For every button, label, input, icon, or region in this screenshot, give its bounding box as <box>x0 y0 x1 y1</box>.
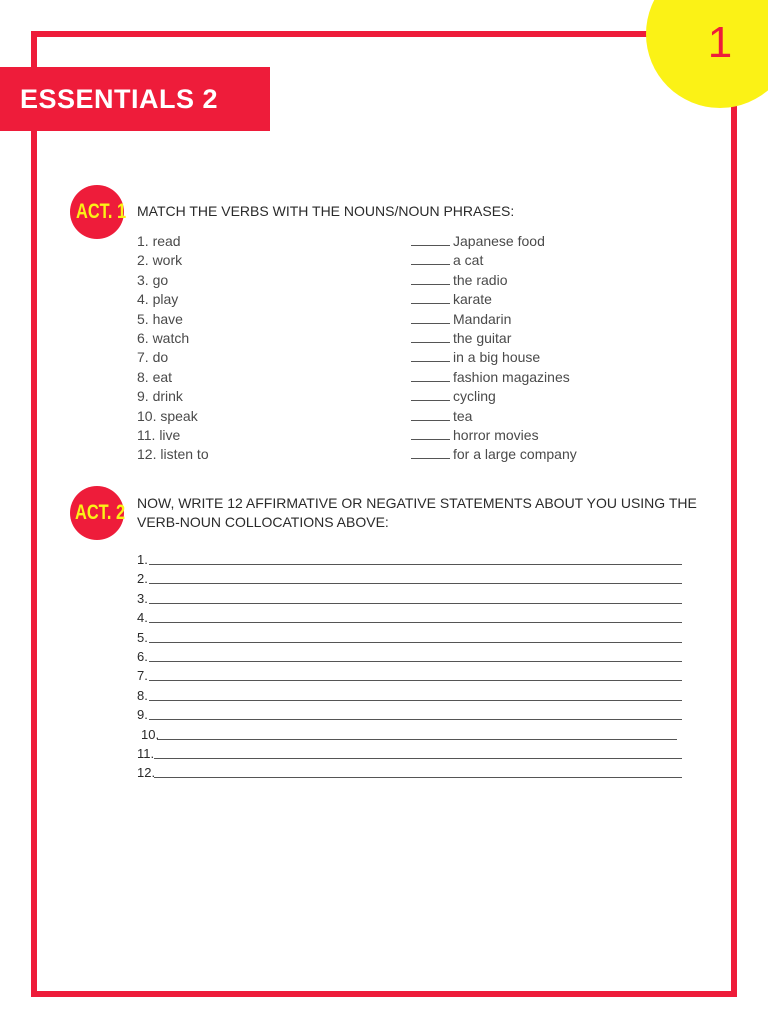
verb-item: 11. live <box>137 427 181 444</box>
noun-item[interactable] <box>411 290 577 309</box>
page-number: 1 <box>707 18 733 67</box>
statement-number: 10. <box>141 726 160 742</box>
noun-text: in a big house <box>453 349 541 366</box>
statement-line[interactable] <box>137 569 685 588</box>
answer-blank[interactable] <box>411 446 450 459</box>
writing-line[interactable] <box>149 700 682 701</box>
statement-number: 5. <box>137 629 148 645</box>
statement-line[interactable] <box>137 763 685 782</box>
noun-text: fashion magazines <box>453 368 570 385</box>
noun-text: a cat <box>453 252 484 269</box>
verb-item: 10. speak <box>137 407 198 424</box>
verb-item: 5. have <box>137 310 183 327</box>
statement-number: 1. <box>137 552 148 567</box>
statement-line[interactable] <box>137 686 685 705</box>
answer-blank[interactable] <box>411 252 450 265</box>
statement-number: 11. <box>137 745 155 761</box>
writing-line[interactable] <box>149 661 682 662</box>
statement-number: 4. <box>137 610 148 626</box>
verb-item: 1. read <box>137 233 181 249</box>
statement-number: 9. <box>137 707 148 723</box>
answer-blank[interactable] <box>411 311 450 324</box>
statement-line[interactable] <box>137 589 685 608</box>
verb-item: 7. do <box>137 349 169 366</box>
act1-instruction: MATCH THE VERBS WITH THE NOUNS/NOUN PHRASES: <box>137 203 515 219</box>
noun-item[interactable] <box>411 329 577 348</box>
act2-instruction-line1: NOW, WRITE 12 AFFIRMATIVE OR NEGATIVE STATEMENTS ABOUT YOU USING THE <box>137 495 697 511</box>
statement-line[interactable] <box>137 725 685 744</box>
verb-item: 3. go <box>137 271 169 288</box>
writing-line[interactable] <box>154 758 682 759</box>
noun-list <box>411 232 577 465</box>
verb-item: 2. work <box>137 252 183 269</box>
writing-line[interactable] <box>149 583 682 584</box>
answer-blank[interactable] <box>411 408 450 421</box>
act2-label: ACT. 2 <box>75 501 126 524</box>
answer-blank[interactable] <box>411 369 450 382</box>
noun-text: karate <box>453 291 492 308</box>
noun-item[interactable] <box>411 310 577 329</box>
writing-line[interactable] <box>154 777 682 778</box>
writing-line[interactable] <box>149 564 682 565</box>
statement-number: 12. <box>137 765 156 781</box>
statement-line[interactable] <box>137 647 685 666</box>
statement-line[interactable] <box>137 744 685 763</box>
statement-line[interactable] <box>137 608 685 627</box>
noun-text: horror movies <box>453 427 539 444</box>
noun-text: cycling <box>453 388 496 405</box>
answer-blank[interactable] <box>411 349 450 362</box>
noun-text: the radio <box>453 271 508 288</box>
noun-item[interactable] <box>411 368 577 387</box>
noun-text: the guitar <box>453 330 512 347</box>
writing-line[interactable] <box>149 603 682 604</box>
noun-item[interactable] <box>411 407 577 426</box>
writing-line[interactable] <box>149 642 682 643</box>
statement-number: 3. <box>137 590 148 606</box>
act1-label: ACT. 1 <box>76 200 127 223</box>
answer-blank[interactable] <box>411 330 450 343</box>
noun-text: Mandarin <box>453 310 512 327</box>
act2-instruction-line2: VERB-NOUN COLLOCATIONS ABOVE: <box>137 514 389 530</box>
noun-text: Japanese food <box>453 233 545 249</box>
statement-line[interactable] <box>137 628 685 647</box>
writing-line[interactable] <box>157 739 677 740</box>
answer-blank[interactable] <box>411 272 450 285</box>
writing-line[interactable] <box>149 719 682 720</box>
statement-number: 6. <box>137 648 148 664</box>
answer-blank[interactable] <box>411 233 450 246</box>
noun-text: tea <box>453 407 473 424</box>
answer-blank[interactable] <box>411 291 450 304</box>
noun-item[interactable] <box>411 232 577 251</box>
statement-line[interactable] <box>137 550 685 569</box>
statement-number: 8. <box>137 687 148 703</box>
noun-item[interactable] <box>411 426 577 445</box>
noun-item[interactable] <box>411 445 577 464</box>
verb-item: 8. eat <box>137 368 173 385</box>
statement-number: 2. <box>137 571 148 587</box>
noun-item[interactable] <box>411 271 577 290</box>
writing-line[interactable] <box>149 680 682 681</box>
answer-blank[interactable] <box>411 388 450 401</box>
noun-item[interactable] <box>411 387 577 406</box>
verb-item: 9. drink <box>137 388 183 405</box>
noun-item[interactable] <box>411 251 577 270</box>
writing-line[interactable] <box>149 622 682 623</box>
page-title: ESSENTIALS 2 <box>20 84 219 114</box>
statement-line[interactable] <box>137 705 685 724</box>
noun-item[interactable] <box>411 348 577 367</box>
verb-item: 4. play <box>137 291 179 308</box>
verb-list <box>137 232 209 465</box>
verb-item: 12. listen to <box>137 446 209 463</box>
answer-blank[interactable] <box>411 427 450 440</box>
noun-text: for a large company <box>453 446 577 463</box>
verb-item: 6. watch <box>137 330 190 347</box>
statement-line[interactable] <box>137 666 685 685</box>
statement-lines <box>137 550 685 783</box>
statement-number: 7. <box>137 668 148 684</box>
